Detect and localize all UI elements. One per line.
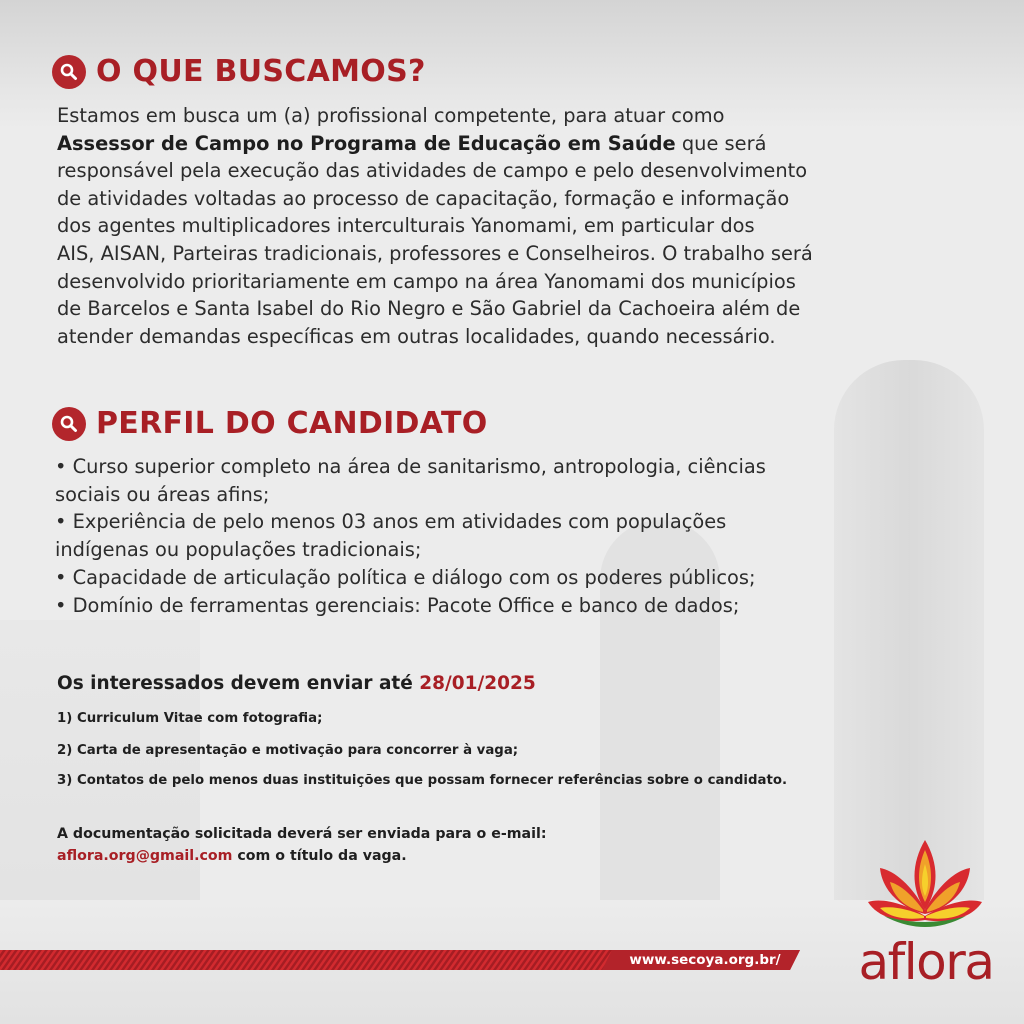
description-line: de atividades voltadas ao processo de capacitação, formação e informação: [57, 186, 790, 210]
profile-line: sociais ou áreas afins;: [55, 482, 270, 506]
job-title: Assessor de Campo no Programa de Educação em Saúde: [57, 131, 676, 155]
section-title: PERFIL DO CANDIDATO: [96, 406, 488, 441]
deadline-date: 28/01/2025: [419, 673, 536, 694]
description-line: atender demandas específicas em outras localidades, quando necessário.: [57, 324, 776, 348]
requirement-item: 1) Curriculum Vitae com fotografia;: [57, 711, 323, 726]
section-heading-o-que-buscamos: [52, 54, 426, 89]
description-line: dos agentes multiplicadores interculturais Yanomami, em particular dos: [57, 214, 755, 238]
contact-info: [57, 823, 547, 867]
deadline-line: Os interessados devem enviar até 28/01/2025: [57, 673, 536, 694]
section-heading-perfil: [52, 406, 488, 441]
description-line: Assessor de Campo no Programa de Educação em Saúde que será: [57, 131, 767, 155]
section-title: O QUE BUSCAMOS?: [96, 54, 426, 89]
profile-line: • Curso superior completo na área de sanitarismo, antropologia, ciências: [55, 455, 766, 478]
contact-instruction: A documentação solicitada deverá ser enviada para o e-mail:: [57, 826, 547, 842]
profile-line: • Domínio de ferramentas gerenciais: Pacote Office e banco de dados;: [55, 593, 740, 617]
profile-line: • Capacidade de articulação política e diálogo com os poderes públicos;: [55, 565, 756, 589]
requirement-item: 2) Carta de apresentação e motivação para concorrer à vaga;: [57, 743, 519, 758]
email-link[interactable]: aflora.org@gmail.com: [57, 848, 233, 864]
description-line: desenvolvido prioritariamente em campo na área Yanomami dos municípios: [57, 269, 796, 293]
search-icon: [52, 407, 86, 441]
requirement-item: 3) Contatos de pelo menos duas instituições que possam fornecer referências sobre o candidato.: [57, 773, 788, 788]
profile-line: indígenas ou populações tradicionais;: [55, 538, 422, 562]
description-line: AIS, AISAN, Parteiras tradicionais, professores e Conselheiros. O trabalho será: [57, 241, 813, 265]
description-line: responsável pela execução das atividades de campo e pelo desenvolvimento: [57, 159, 808, 183]
aflora-logo-text: aflora: [858, 933, 994, 991]
profile-line: • Experiência de pelo menos 03 anos em atividades com populações: [55, 510, 727, 534]
contact-email-line: aflora.org@gmail.com com o título da vaga.: [57, 848, 407, 864]
website-link[interactable]: www.secoya.org.br/: [629, 952, 781, 968]
search-icon: [52, 55, 86, 89]
job-description: [57, 102, 987, 350]
description-line: de Barcelos e Santa Isabel do Rio Negro e São Gabriel da Cachoeira além de: [57, 297, 801, 321]
description-line: Estamos em busca um (a) profissional competente, para atuar como: [57, 104, 725, 127]
candidate-profile-list: [55, 453, 955, 619]
